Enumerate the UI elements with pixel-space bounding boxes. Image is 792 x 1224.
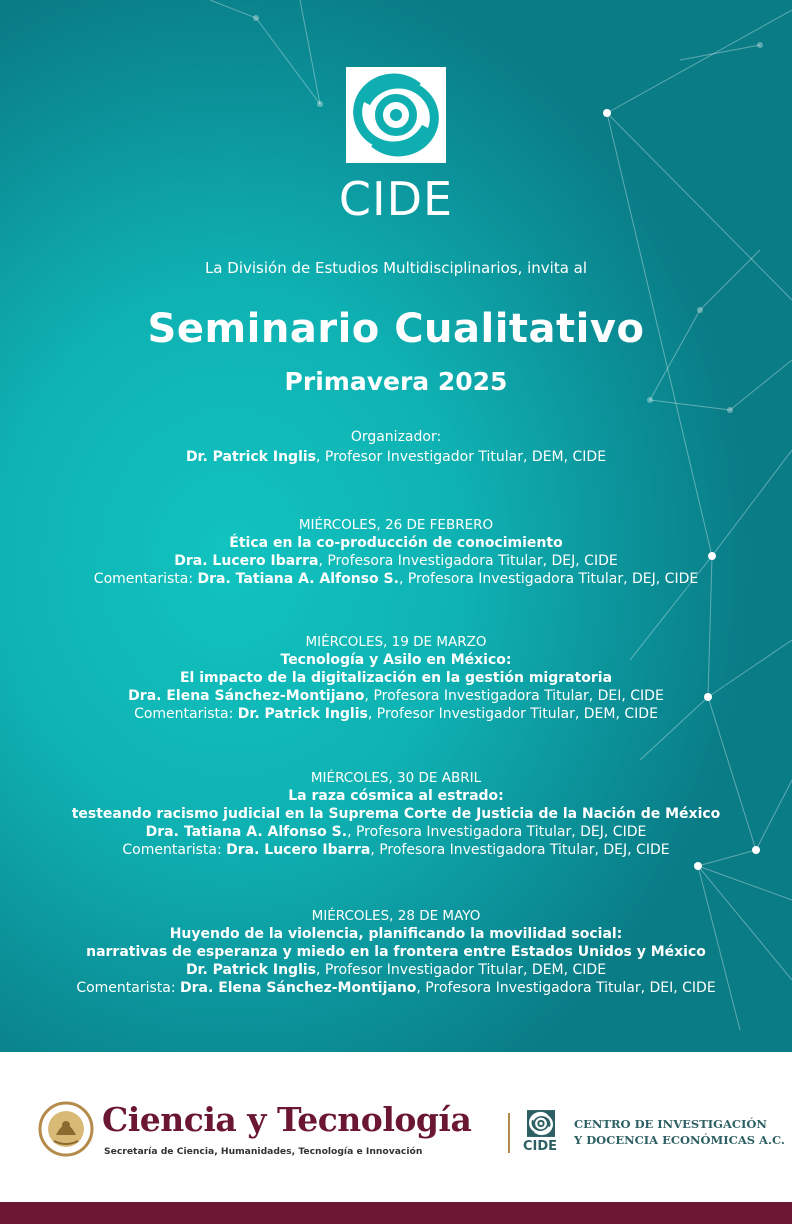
session-title-line-1: Huyendo de la violencia, planificando la movilidad social: [169, 926, 623, 942]
session-1 [0, 516, 792, 588]
commentator-role: , Profesora Investigadora Titular, DEJ, CIDE [370, 842, 670, 858]
commentator-name: Dra. Tatiana A. Alfonso S. [197, 571, 399, 587]
session-4 [0, 907, 792, 997]
ciencia-tecnologia-wordmark: Ciencia y Tecnología [102, 1100, 472, 1139]
commentator-role: , Profesora Investigadora Titular, DEJ, CIDE [398, 571, 699, 587]
commentator-name: Dr. Patrick Inglis [237, 706, 368, 722]
footer-cide-name: CIDE [523, 1139, 558, 1154]
commentator-label: Comentarista: [122, 842, 227, 858]
commentator-role: , Profesor Investigador Titular, DEM, CIDE [367, 706, 658, 722]
bottom-color-bar [0, 1202, 792, 1224]
session-date: MIÉRCOLES, 19 DE MARZO [305, 634, 487, 650]
session-commentator [0, 570, 792, 588]
session-speaker [0, 687, 792, 705]
commentator-name: Dra. Elena Sánchez-Montijano [180, 980, 417, 996]
centro-line-1: CENTRO DE INVESTIGACIÓN [574, 1117, 767, 1131]
commentator-role: , Profesora Investigadora Titular, DEI, CIDE [416, 980, 716, 996]
session-speaker [0, 823, 792, 841]
session-date: MIÉRCOLES, 26 DE FEBRERO [298, 517, 494, 533]
session-commentator [0, 705, 792, 723]
speaker-role: , Profesor Investigador Titular, DEM, CIDE [316, 962, 607, 978]
speaker-name: Dra. Lucero Ibarra [174, 553, 319, 569]
organizer-line [0, 449, 792, 465]
session-title-line-2: El impacto de la digitalización en la gestión migratoria [179, 670, 613, 686]
session-speaker [0, 961, 792, 979]
speaker-name: Dra. Tatiana A. Alfonso S. [145, 824, 348, 840]
speaker-role: , Profesora Investigadora Titular, DEI, CIDE [364, 688, 664, 704]
session-speaker [0, 552, 792, 570]
secretaria-line: Secretaría de Ciencia, Humanidades, Tecnología e Innovación [104, 1146, 423, 1157]
speaker-name: Dr. Patrick Inglis [185, 962, 316, 978]
commentator-label: Comentarista: [134, 706, 238, 722]
cide-swirl-logo-icon [346, 67, 446, 163]
session-title-line-2: testeando racismo judicial en la Suprema Corte de Justicia de la Nación de México [71, 806, 721, 822]
session-date: MIÉRCOLES, 30 DE ABRIL [310, 770, 482, 786]
speaker-role: , Profesora Investigadora Titular, DEJ, CIDE [318, 553, 618, 569]
organizer-role: , Profesor Investigador Titular, DEM, CIDE [316, 449, 607, 465]
session-title: Ética en la co-producción de conocimiento [229, 535, 563, 551]
session-2 [0, 633, 792, 723]
centro-line-2: Y DOCENCIA ECONÓMICAS A.C. [574, 1133, 785, 1147]
session-date: MIÉRCOLES, 28 DE MAYO [311, 908, 481, 924]
session-3 [0, 769, 792, 859]
organizer-name: Dr. Patrick Inglis [185, 449, 316, 465]
mexican-coat-of-arms-seal-icon [38, 1101, 94, 1157]
organizer-label: Organizador: [350, 429, 442, 445]
session-commentator [0, 979, 792, 997]
brand-name: CIDE [338, 172, 454, 226]
invitation-line: La División de Estudios Multidisciplinarios, invita al [204, 259, 588, 277]
commentator-name: Dra. Lucero Ibarra [226, 842, 371, 858]
commentator-label: Comentarista: [93, 571, 198, 587]
commentator-label: Comentarista: [76, 980, 181, 996]
cide-swirl-logo-small-icon [527, 1110, 555, 1137]
speaker-name: Dra. Elena Sánchez-Montijano [128, 688, 365, 704]
session-commentator [0, 841, 792, 859]
event-title: Seminario Cualitativo [147, 306, 645, 352]
session-title-line-1: La raza cósmica al estrado: [288, 788, 504, 804]
event-subtitle: Primavera 2025 [284, 367, 508, 396]
session-title-line-1: Tecnología y Asilo en México: [280, 652, 512, 668]
session-title-line-2: narrativas de esperanza y miedo en la frontera entre Estados Unidos y México [86, 944, 706, 960]
speaker-role: , Profesora Investigadora Titular, DEJ, CIDE [347, 824, 647, 840]
footer-divider [508, 1113, 510, 1153]
